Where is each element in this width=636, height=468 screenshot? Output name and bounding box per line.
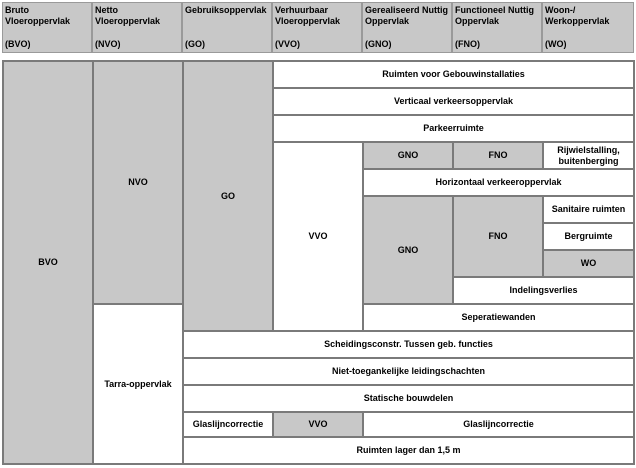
cell-indelingsverlies: Indelingsverlies <box>453 277 634 304</box>
cell-gebouwinstallaties: Ruimten voor Gebouwinstallaties <box>273 61 634 88</box>
header-vvo-abbr: (VVO) <box>275 39 301 49</box>
cell-parkeerruimte: Parkeerruimte <box>273 115 634 142</box>
header-go-abbr: (GO) <box>185 39 205 49</box>
cell-glaslijncorrectie-right: Glaslijncorrectie <box>363 412 634 437</box>
cell-gno-mid: GNO <box>363 196 453 304</box>
cell-fno-mid: FNO <box>453 196 543 277</box>
cell-leidingschachten: Niet-toegankelijke leidingschachten <box>183 358 634 385</box>
header-vvo <box>272 2 362 53</box>
cell-rijwielstalling: Rijwielstalling, buitenberging <box>543 142 634 169</box>
cell-go: GO <box>183 61 273 331</box>
area-breakdown-diagram <box>2 60 635 465</box>
header-fno <box>452 2 542 53</box>
header-vvo-title: Verhuurbaar Vloeroppervlak <box>275 5 341 26</box>
cell-tarra: Tarra-oppervlak <box>93 304 183 464</box>
header-wo <box>542 2 634 53</box>
cell-vvo: VVO <box>273 142 363 331</box>
header-gno-title: Gerealiseerd Nuttig Oppervlak <box>365 5 449 26</box>
cell-horizontaal-verkeer: Horizontaal verkeeroppervlak <box>363 169 634 196</box>
cell-glaslijncorrectie-left: Glaslijncorrectie <box>183 412 273 437</box>
header-go <box>182 2 272 53</box>
cell-ruimten-lager: Ruimten lager dan 1,5 m <box>183 437 634 464</box>
cell-wo: WO <box>543 250 634 277</box>
header-bvo <box>2 2 92 53</box>
cell-vvo-small: VVO <box>273 412 363 437</box>
header-gno-abbr: (GNO) <box>365 39 392 49</box>
cell-nvo: NVO <box>93 61 183 304</box>
header-nvo-title: Netto Vloeroppervlak <box>95 5 161 26</box>
header-wo-title: Woon-/ Werkoppervlak <box>545 5 610 26</box>
header-bvo-abbr: (BVO) <box>5 39 31 49</box>
header-gno <box>362 2 452 53</box>
cell-sanitaire-ruimten: Sanitaire ruimten <box>543 196 634 223</box>
cell-statische-bouwdelen: Statische bouwdelen <box>183 385 634 412</box>
header-fno-abbr: (FNO) <box>455 39 480 49</box>
cell-fno-top: FNO <box>453 142 543 169</box>
cell-verticaal-verkeer: Verticaal verkeersoppervlak <box>273 88 634 115</box>
cell-bvo: BVO <box>3 61 93 464</box>
header-nvo <box>92 2 182 53</box>
cell-bergruimte: Bergruimte <box>543 223 634 250</box>
header-wo-abbr: (WO) <box>545 39 567 49</box>
cell-seperatiewanden: Seperatiewanden <box>363 304 634 331</box>
header-nvo-abbr: (NVO) <box>95 39 121 49</box>
cell-gno-top: GNO <box>363 142 453 169</box>
header-fno-title: Functioneel Nuttig Oppervlak <box>455 5 534 26</box>
header-go-title: Gebruiksoppervlak <box>185 5 267 15</box>
header-bvo-title: Bruto Vloeroppervlak <box>5 5 71 26</box>
cell-scheidingsconstructie: Scheidingsconstr. Tussen geb. functies <box>183 331 634 358</box>
